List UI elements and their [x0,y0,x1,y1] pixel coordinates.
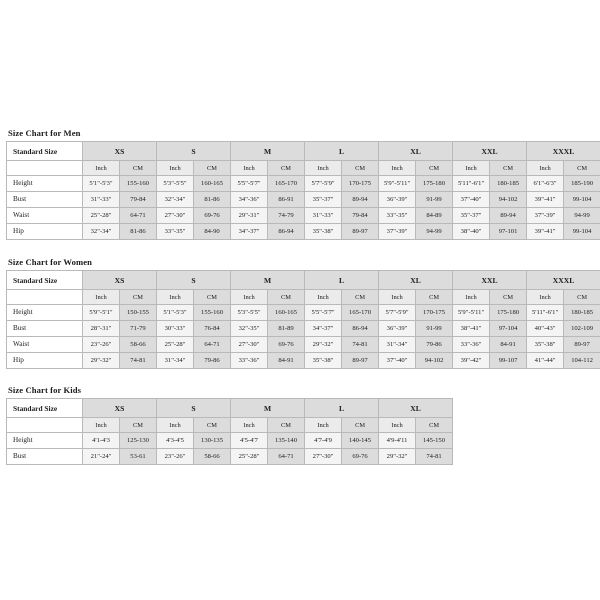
unit-header-inch: Inch [157,161,194,176]
cell-value: 74-81 [120,353,157,369]
cell-value: 4'9-4'11 [379,433,416,449]
cell-value: 33"-35" [379,208,416,224]
unit-header-cm: CM [194,418,231,433]
unit-header-inch: Inch [527,290,564,305]
cell-value: 39"-42" [453,353,490,369]
cell-value: 94-99 [416,224,453,240]
table-container-women [6,270,594,369]
cell-value: 86-91 [268,192,305,208]
cell-value: 71-79 [120,321,157,337]
unit-header-inch: Inch [379,161,416,176]
column-header-standard-size: Standard Size [7,271,83,290]
row-label-height: Height [7,176,83,192]
cell-value: 5'1"-5'3" [157,305,194,321]
cell-value: 79-86 [194,353,231,369]
cell-value: 69-76 [194,208,231,224]
column-header-size-s: S [157,271,231,290]
cell-value: 99-104 [564,224,600,240]
cell-value: 160-165 [194,176,231,192]
cell-value: 5'9"-5'1" [83,305,120,321]
unit-header-cm: CM [342,161,379,176]
cell-value: 76-84 [194,321,231,337]
cell-value: 150-155 [120,305,157,321]
cell-value: 31"-33" [305,208,342,224]
column-header-standard-size: Standard Size [7,399,83,418]
size-table-men [6,141,600,240]
column-header-size-xxl: XXL [453,271,527,290]
cell-value: 31"-34" [379,337,416,353]
unit-header-inch: Inch [83,418,120,433]
cell-value: 32"-34" [83,224,120,240]
size-table-women [6,270,600,369]
column-header-size-l: L [305,142,379,161]
cell-value: 64-71 [120,208,157,224]
cell-value: 185-190 [564,176,600,192]
cell-value: 175-180 [490,305,527,321]
cell-value: 79-84 [342,208,379,224]
cell-value: 35"-38" [527,337,564,353]
cell-value: 35"-37" [453,208,490,224]
cell-value: 145-150 [416,433,453,449]
unit-header-inch: Inch [305,290,342,305]
cell-value: 31"-33" [83,192,120,208]
cell-value: 74-79 [268,208,305,224]
cell-value: 69-76 [342,449,379,465]
cell-value: 180-185 [564,305,600,321]
cell-value: 32"-34" [157,192,194,208]
cell-value: 38"-40" [453,224,490,240]
cell-value: 5'11"-6'1" [527,305,564,321]
unit-header-inch: Inch [157,418,194,433]
cell-value: 37"-39" [527,208,564,224]
cell-value: 5'3"-5'5" [231,305,268,321]
cell-value: 35"-38" [305,224,342,240]
unit-header-inch: Inch [305,418,342,433]
cell-value: 34"-37" [305,321,342,337]
header-row-units [7,161,600,176]
cell-value: 38"-41" [453,321,490,337]
cell-value: 89-94 [342,192,379,208]
cell-value: 4'5-4'7 [231,433,268,449]
column-header-size-xxxl: XXXL [527,142,600,161]
cell-value: 86-94 [268,224,305,240]
unit-header-cm: CM [120,161,157,176]
cell-value: 41"-44" [527,353,564,369]
unit-header-inch: Inch [231,290,268,305]
cell-value: 36"-39" [379,192,416,208]
cell-value: 35"-37" [305,192,342,208]
cell-value: 40"-43" [527,321,564,337]
cell-value: 175-180 [416,176,453,192]
column-header-size-xxxl: XXXL [527,271,600,290]
column-header-size-xxl: XXL [453,142,527,161]
cell-value: 125-130 [120,433,157,449]
cell-value: 84-89 [416,208,453,224]
unit-header-cm: CM [342,290,379,305]
row-label-hip: Hip [7,224,83,240]
table-row [7,449,453,465]
unit-header-inch: Inch [305,161,342,176]
cell-value: 37"-40" [453,192,490,208]
cell-value: 4'7-4'9 [305,433,342,449]
unit-header-cm: CM [342,418,379,433]
cell-value: 91-99 [416,192,453,208]
header-row-units [7,418,453,433]
column-header-size-l: L [305,399,379,418]
row-label-waist: Waist [7,337,83,353]
cell-value: 102-109 [564,321,600,337]
unit-header-cm: CM [564,290,600,305]
unit-header-spacer [7,418,83,433]
cell-value: 37"-40" [379,353,416,369]
cell-value: 33"-35" [157,224,194,240]
cell-value: 5'7"-5'9" [305,176,342,192]
unit-header-cm: CM [490,290,527,305]
cell-value: 86-94 [342,321,379,337]
column-header-size-xl: XL [379,399,453,418]
cell-value: 74-81 [416,449,453,465]
cell-value: 58-66 [120,337,157,353]
cell-value: 89-97 [342,353,379,369]
cell-value: 5'5"-5'7" [305,305,342,321]
cell-value: 170-175 [342,176,379,192]
cell-value: 5'9"-5'11" [453,305,490,321]
row-label-bust: Bust [7,192,83,208]
cell-value: 32"-35" [231,321,268,337]
size-chart-men [0,128,600,240]
unit-header-inch: Inch [231,418,268,433]
unit-header-inch: Inch [453,161,490,176]
cell-value: 84-91 [268,353,305,369]
header-row-sizes [7,399,453,418]
cell-value: 30"-33" [157,321,194,337]
cell-value: 160-165 [268,305,305,321]
cell-value: 97-104 [490,321,527,337]
cell-value: 94-102 [416,353,453,369]
cell-value: 23"-26" [157,449,194,465]
cell-value: 84-90 [194,224,231,240]
cell-value: 89-97 [342,224,379,240]
unit-header-cm: CM [120,418,157,433]
cell-value: 25"-28" [83,208,120,224]
column-header-standard-size: Standard Size [7,142,83,161]
unit-header-spacer [7,161,83,176]
cell-value: 6'1"-6'3" [527,176,564,192]
column-header-size-m: M [231,142,305,161]
cell-value: 89-97 [564,337,600,353]
cell-value: 39"-41" [527,192,564,208]
column-header-size-xs: XS [83,399,157,418]
cell-value: 35"-38" [305,353,342,369]
cell-value: 5'5"-5'7" [231,176,268,192]
cell-value: 21"-24" [83,449,120,465]
cell-value: 5'9"-5'11" [379,176,416,192]
cell-value: 5'11"-6'1" [453,176,490,192]
cell-value: 36"-39" [379,321,416,337]
cell-value: 79-86 [416,337,453,353]
unit-header-inch: Inch [527,161,564,176]
cell-value: 180-185 [490,176,527,192]
row-label-hip: Hip [7,353,83,369]
unit-header-cm: CM [194,161,231,176]
cell-value: 28"-31" [83,321,120,337]
cell-value: 81-89 [268,321,305,337]
cell-value: 5'7"-5'9" [379,305,416,321]
cell-value: 34"-37" [231,224,268,240]
row-label-height: Height [7,305,83,321]
cell-value: 23"-26" [83,337,120,353]
unit-header-inch: Inch [453,290,490,305]
cell-value: 99-107 [490,353,527,369]
cell-value: 165-170 [342,305,379,321]
cell-value: 25"-28" [231,449,268,465]
unit-header-inch: Inch [231,161,268,176]
cell-value: 94-99 [564,208,600,224]
table-row [7,208,600,224]
unit-header-inch: Inch [83,290,120,305]
table-row [7,224,600,240]
cell-value: 29"-32" [305,337,342,353]
column-header-size-s: S [157,142,231,161]
unit-header-cm: CM [416,290,453,305]
cell-value: 5'1"-5'3" [83,176,120,192]
unit-header-cm: CM [490,161,527,176]
cell-value: 99-104 [564,192,600,208]
cell-value: 79-84 [120,192,157,208]
unit-header-cm: CM [564,161,600,176]
row-label-bust: Bust [7,321,83,337]
table-row [7,305,600,321]
cell-value: 37"-39" [379,224,416,240]
cell-value: 31"-34" [157,353,194,369]
cell-value: 130-135 [194,433,231,449]
header-row-sizes [7,142,600,161]
column-header-size-s: S [157,399,231,418]
cell-value: 27"-30" [231,337,268,353]
cell-value: 135-140 [268,433,305,449]
cell-value: 81-86 [194,192,231,208]
table-row [7,337,600,353]
row-label-height: Height [7,433,83,449]
unit-header-cm: CM [268,290,305,305]
cell-value: 91-99 [416,321,453,337]
unit-header-inch: Inch [379,290,416,305]
table-container-kids [6,398,594,465]
cell-value: 140-145 [342,433,379,449]
cell-value: 94-102 [490,192,527,208]
cell-value: 69-76 [268,337,305,353]
unit-header-cm: CM [194,290,231,305]
column-header-size-l: L [305,271,379,290]
unit-header-cm: CM [416,161,453,176]
cell-value: 34"-36" [231,192,268,208]
cell-value: 104-112 [564,353,600,369]
size-table-kids [6,398,453,465]
cell-value: 74-81 [342,337,379,353]
chart-title-kids: Size Chart for Kids [8,385,82,395]
cell-value: 81-86 [120,224,157,240]
cell-value: 53-61 [120,449,157,465]
table-row [7,353,600,369]
unit-header-cm: CM [268,418,305,433]
chart-title-men: Size Chart for Men [8,128,81,138]
cell-value: 4'3-4'5 [157,433,194,449]
cell-value: 170-175 [416,305,453,321]
table-container-men [6,141,594,240]
header-row-units [7,290,600,305]
cell-value: 97-101 [490,224,527,240]
cell-value: 39"-41" [527,224,564,240]
cell-value: 155-160 [194,305,231,321]
header-row-sizes [7,271,600,290]
table-row [7,176,600,192]
chart-title-women: Size Chart for Women [8,257,93,267]
cell-value: 58-66 [194,449,231,465]
cell-value: 33"-36" [453,337,490,353]
row-label-bust: Bust [7,449,83,465]
cell-value: 29"-32" [83,353,120,369]
cell-value: 29"-31" [231,208,268,224]
cell-value: 165-170 [268,176,305,192]
cell-value: 33"-36" [231,353,268,369]
cell-value: 84-91 [490,337,527,353]
unit-header-cm: CM [120,290,157,305]
cell-value: 4'1-4'3 [83,433,120,449]
cell-value: 89-94 [490,208,527,224]
unit-header-spacer [7,290,83,305]
row-label-waist: Waist [7,208,83,224]
unit-header-cm: CM [416,418,453,433]
cell-value: 29"-32" [379,449,416,465]
unit-header-cm: CM [268,161,305,176]
column-header-size-xl: XL [379,271,453,290]
unit-header-inch: Inch [83,161,120,176]
table-row [7,433,453,449]
cell-value: 27"-30" [157,208,194,224]
size-chart-women [0,257,600,369]
unit-header-inch: Inch [379,418,416,433]
cell-value: 64-71 [194,337,231,353]
column-header-size-xs: XS [83,271,157,290]
table-row [7,192,600,208]
column-header-size-xs: XS [83,142,157,161]
table-row [7,321,600,337]
cell-value: 5'3"-5'5" [157,176,194,192]
column-header-size-m: M [231,399,305,418]
column-header-size-xl: XL [379,142,453,161]
column-header-size-m: M [231,271,305,290]
unit-header-inch: Inch [157,290,194,305]
cell-value: 27"-30" [305,449,342,465]
cell-value: 64-71 [268,449,305,465]
size-chart-kids [0,385,600,465]
cell-value: 155-160 [120,176,157,192]
cell-value: 25"-28" [157,337,194,353]
